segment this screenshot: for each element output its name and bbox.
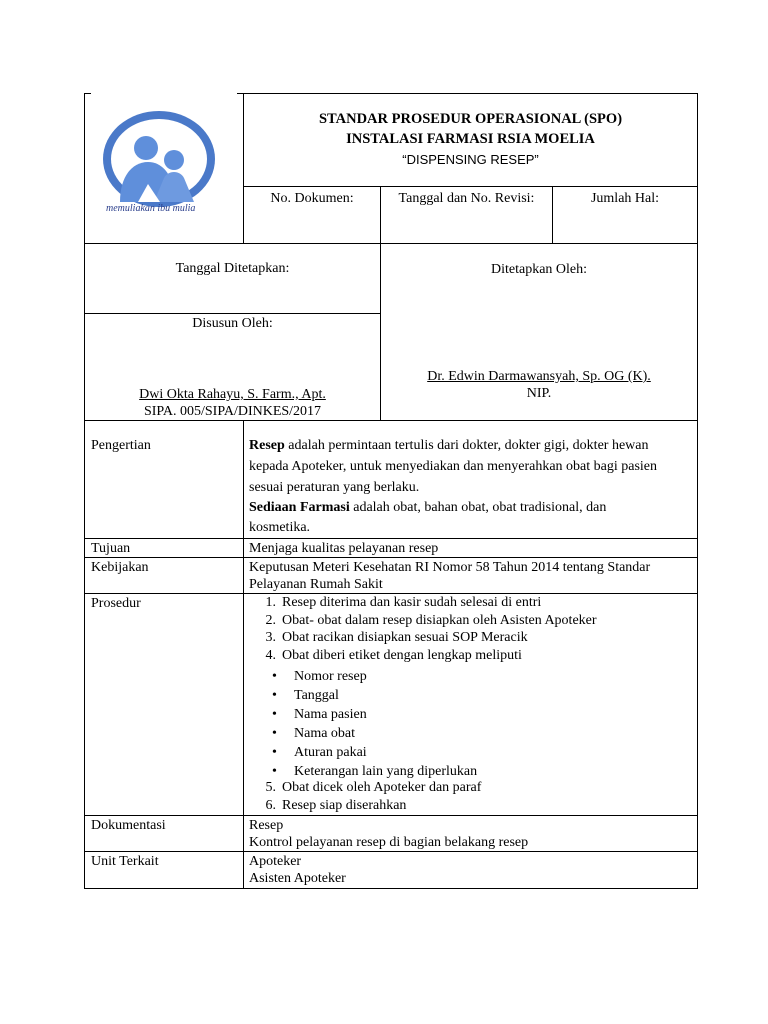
resep-definition-line1	[249, 437, 649, 454]
document-subtitle: “DISPENSING RESEP”	[402, 152, 539, 167]
dokumentasi-line1: Resep	[249, 818, 284, 833]
compiler-name: Dwi Okta Rahayu, S. Farm., Apt.	[139, 387, 326, 402]
procedure-step: 1. Resep diterima dan kasir sudah selesai di entri	[265, 595, 542, 610]
procedure-step: 3. Obat racikan disiapkan sesuai SOP Meracik	[265, 630, 528, 646]
sediaan-definition-line2: kosmetika.	[249, 520, 311, 535]
doc-number-label: No. Dokumen:	[270, 191, 354, 206]
compiled-by-label: Disusun Oleh:	[192, 316, 273, 331]
list-item: • Nama obat	[272, 726, 356, 741]
procedure-step: 2. Obat- obat dalam resep disiapkan oleh Asisten Apoteker	[265, 612, 597, 628]
instalasi-title: INSTALASI FARMASI RSIA MOELIA	[346, 131, 595, 147]
unit-line1: Apoteker	[249, 854, 302, 869]
list-item: • Nomor resep	[272, 669, 367, 684]
procedure-step: 6. Resep siap diserahkan	[265, 797, 407, 813]
compiler-sipa: SIPA. 005/SIPA/DINKES/2017	[143, 404, 322, 419]
sediaan-definition-line1	[249, 499, 606, 516]
list-item: • Nama pasien	[272, 707, 367, 722]
revision-label: Tanggal dan No. Revisi:	[398, 191, 535, 206]
prosedur-label: Prosedur	[91, 596, 141, 611]
resep-definition-line3: sesuai peraturan yang berlaku.	[249, 480, 420, 495]
procedure-step: 5. Obat dicek oleh Apoteker dan paraf	[265, 780, 482, 795]
approver-nip: NIP.	[526, 386, 552, 401]
kebijakan-label: Kebijakan	[91, 560, 149, 575]
kebijakan-text-line2: Pelayanan Rumah Sakit	[249, 577, 383, 592]
kebijakan-text-line1: Keputusan Meteri Kesehatan RI Nomor 58 Tahun 2014 tentang Standar	[249, 560, 651, 575]
sediaan-term: Sediaan Farmasi	[249, 500, 350, 515]
sediaan-definition-text: adalah obat, bahan obat, obat tradisional, dan	[349, 500, 607, 515]
set-by-label: Ditetapkan Oleh:	[490, 262, 588, 277]
etiket-items	[252, 667, 477, 781]
list-item: • Tanggal	[272, 688, 339, 703]
set-date-label: Tanggal Ditetapkan:	[175, 261, 290, 276]
page-count-label: Jumlah Hal:	[590, 191, 660, 206]
procedure-step: 4. Obat diberi etiket dengan lengkap meliputi	[265, 647, 522, 663]
unit-line2: Asisten Apoteker	[249, 871, 346, 886]
list-item: • Keterangan lain yang diperlukan	[272, 764, 478, 779]
resep-definition-text: adalah permintaan tertulis dari dokter, dokter gigi, dokter hewan	[284, 438, 649, 453]
resep-definition-line2: kepada Apoteker, untuk menyediakan dan menyerahkan obat bagi pasien	[249, 459, 658, 474]
procedure-steps	[252, 594, 597, 664]
spo-title: STANDAR PROSEDUR OPERASIONAL (SPO)	[318, 111, 623, 127]
resep-term: Resep	[249, 438, 285, 453]
dokumentasi-label: Dokumentasi	[91, 818, 166, 833]
approver-name: Dr. Edwin Darmawansyah, Sp. OG (K).	[427, 369, 651, 384]
unit-terkait-label: Unit Terkait	[91, 854, 159, 869]
procedure-steps-continued	[252, 779, 481, 814]
logo-tagline: memuliakan ibu mulia	[106, 203, 196, 214]
tujuan-label: Tujuan	[91, 541, 131, 556]
tujuan-text: Menjaga kualitas pelayanan resep	[249, 541, 439, 556]
list-item: • Aturan pakai	[272, 745, 367, 760]
hospital-logo	[98, 104, 226, 226]
dokumentasi-line2: Kontrol pelayanan resep di bagian belakang resep	[249, 835, 529, 850]
mother-child-logo-icon	[98, 104, 226, 212]
pengertian-label: Pengertian	[91, 438, 151, 453]
